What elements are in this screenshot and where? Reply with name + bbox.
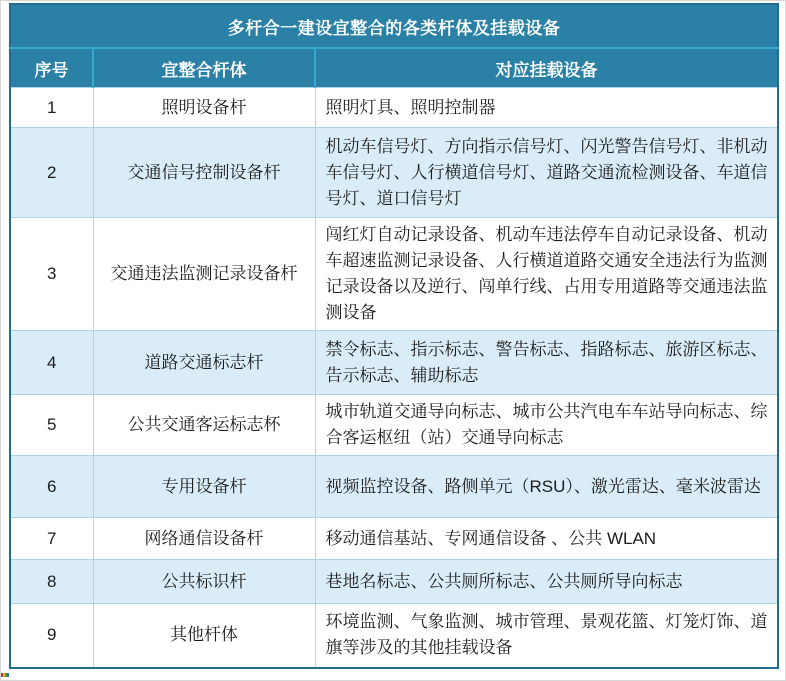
devices-cell: 照明灯具、照明控制器 — [315, 88, 778, 128]
row-index-cell: 1 — [10, 88, 93, 128]
pole-type-cell: 公共交通客运标志杯 — [93, 395, 315, 456]
table-row — [10, 604, 778, 668]
row-index-cell: 4 — [10, 331, 93, 395]
table-row — [10, 88, 778, 128]
devices-cell: 视频监控设备、路侧单元（RSU）、激光雷达、毫米波雷达 — [315, 456, 778, 518]
table-header-row — [10, 48, 778, 88]
row-index-cell: 5 — [10, 395, 93, 456]
table-row — [10, 518, 778, 560]
pole-type-cell: 公共标识杆 — [93, 560, 315, 604]
pole-type-cell: 网络通信设备杆 — [93, 518, 315, 560]
devices-cell: 巷地名标志、公共厕所标志、公共厕所导向标志 — [315, 560, 778, 604]
table-row — [10, 560, 778, 604]
row-index-cell: 7 — [10, 518, 93, 560]
table-row — [10, 456, 778, 518]
pole-type-cell: 交通违法监测记录设备杆 — [93, 218, 315, 331]
devices-cell: 移动通信基站、专网通信设备 、公共 WLAN — [315, 518, 778, 560]
table-body — [10, 88, 778, 668]
table-title: 多杆合一建设宜整合的各类杆体及挂载设备 — [10, 4, 778, 48]
devices-cell: 闯红灯自动记录设备、机动车违法停车自动记录设备、机动车超速监测记录设备、人行横道道路交通安全违法行为监测记录设备以及逆行、闯单行线、占用专用道路等交通违法监测设备 — [315, 218, 778, 331]
col-header-devices: 对应挂载设备 — [315, 48, 778, 88]
row-index-cell: 8 — [10, 560, 93, 604]
col-header-index: 序号 — [10, 48, 93, 88]
table-title-row — [10, 4, 778, 48]
devices-cell: 机动车信号灯、方向指示信号灯、闪光警告信号灯、非机动车信号灯、人行横道信号灯、道路交通流检测设备、车道信号灯、道口信号灯 — [315, 128, 778, 218]
page-corner-mark — [1, 673, 9, 677]
pole-equipment-table — [9, 3, 779, 669]
devices-cell: 禁令标志、指示标志、警告标志、指路标志、旅游区标志、告示标志、辅助标志 — [315, 331, 778, 395]
pole-type-cell: 交通信号控制设备杆 — [93, 128, 315, 218]
table-row — [10, 128, 778, 218]
row-index-cell: 6 — [10, 456, 93, 518]
table-row — [10, 218, 778, 331]
row-index-cell: 9 — [10, 604, 93, 668]
table-row — [10, 395, 778, 456]
corner-mark-blue — [7, 673, 9, 677]
row-index-cell: 3 — [10, 218, 93, 331]
pole-type-cell: 其他杆体 — [93, 604, 315, 668]
pole-type-cell: 专用设备杆 — [93, 456, 315, 518]
table-row — [10, 331, 778, 395]
pole-type-cell: 照明设备杆 — [93, 88, 315, 128]
table-head — [10, 4, 778, 88]
col-header-pole: 宜整合杆体 — [93, 48, 315, 88]
row-index-cell: 2 — [10, 128, 93, 218]
pole-type-cell: 道路交通标志杆 — [93, 331, 315, 395]
devices-cell: 环境监测、气象监测、城市管理、景观花篮、灯笼灯饰、道旗等涉及的其他挂载设备 — [315, 604, 778, 668]
devices-cell: 城市轨道交通导向标志、城市公共汽电车车站导向标志、综合客运枢纽（站）交通导向标志 — [315, 395, 778, 456]
